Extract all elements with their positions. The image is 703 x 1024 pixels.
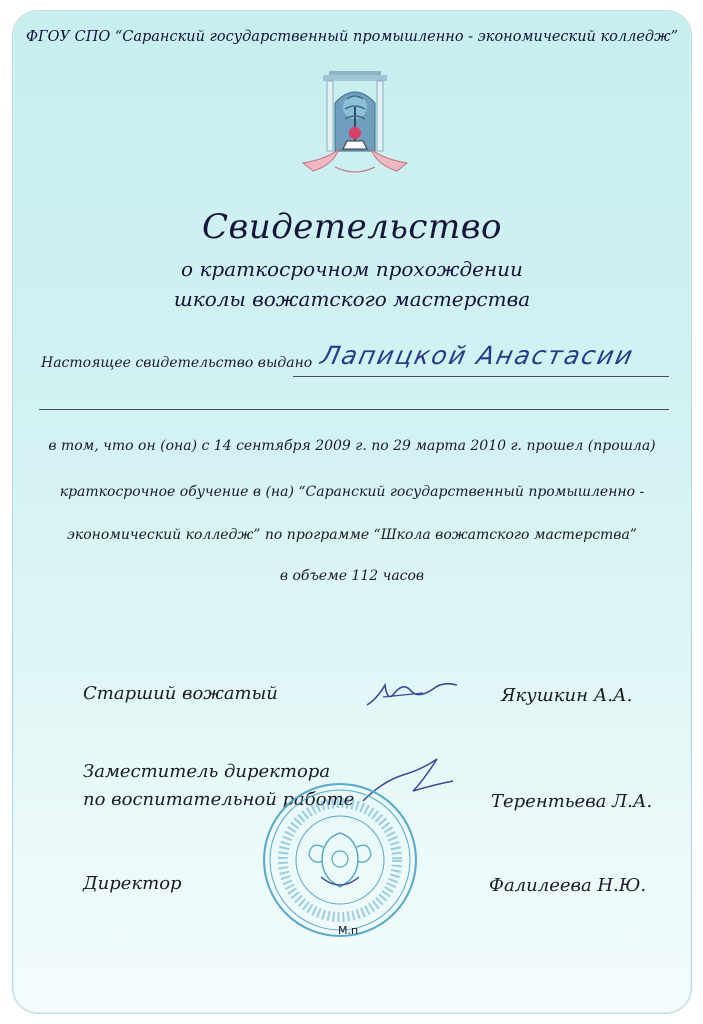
subtitle-line-2: школы вожатского мастерства [173,287,531,311]
subtitle-line-1: о краткосрочном прохождении [181,257,523,281]
signature-senior-counselor-icon [363,671,463,711]
signer-role-deputy-line-2: по воспитательной работе [83,789,355,810]
body-line-3: экономический колледж” по программе “Школа вожатского мастерства” [67,527,637,543]
recipient-handwritten-name: Лапицкой Анастасии [317,341,638,370]
document-title: Свидетельство [202,207,502,247]
signer-name-senior-counselor: Якушкин А.А. [501,685,633,706]
institution-header: ФГОУ СПО “Саранский государственный промышленно - экономический колледж” [25,29,679,45]
body-line-4: в объеме 112 часов [279,568,425,584]
signer-role-senior-counselor: Старший вожатый [83,683,278,704]
college-emblem-icon [299,63,411,187]
signer-name-director: Фалилеева Н.Ю. [489,875,647,896]
body-line-2: краткосрочное обучение в (на) “Саранский государственный промышленно - [59,484,645,500]
recipient-underline [293,376,669,377]
certificate-card [12,10,692,1014]
signer-name-deputy: Терентьева Л.А. [491,791,653,812]
stamp-place-label: М.п [338,924,359,937]
signer-role-deputy-line-1: Заместитель директора [83,761,331,782]
body-line-1: в том, что он (она) с 14 сентября 2009 г. по 29 марта 2010 г. прошел (прошла) [48,438,656,454]
official-seal-icon [261,781,419,939]
issued-label: Настоящее свидетельство выдано [41,355,313,371]
blank-underline [39,409,669,410]
signer-role-director: Директор [83,873,182,894]
